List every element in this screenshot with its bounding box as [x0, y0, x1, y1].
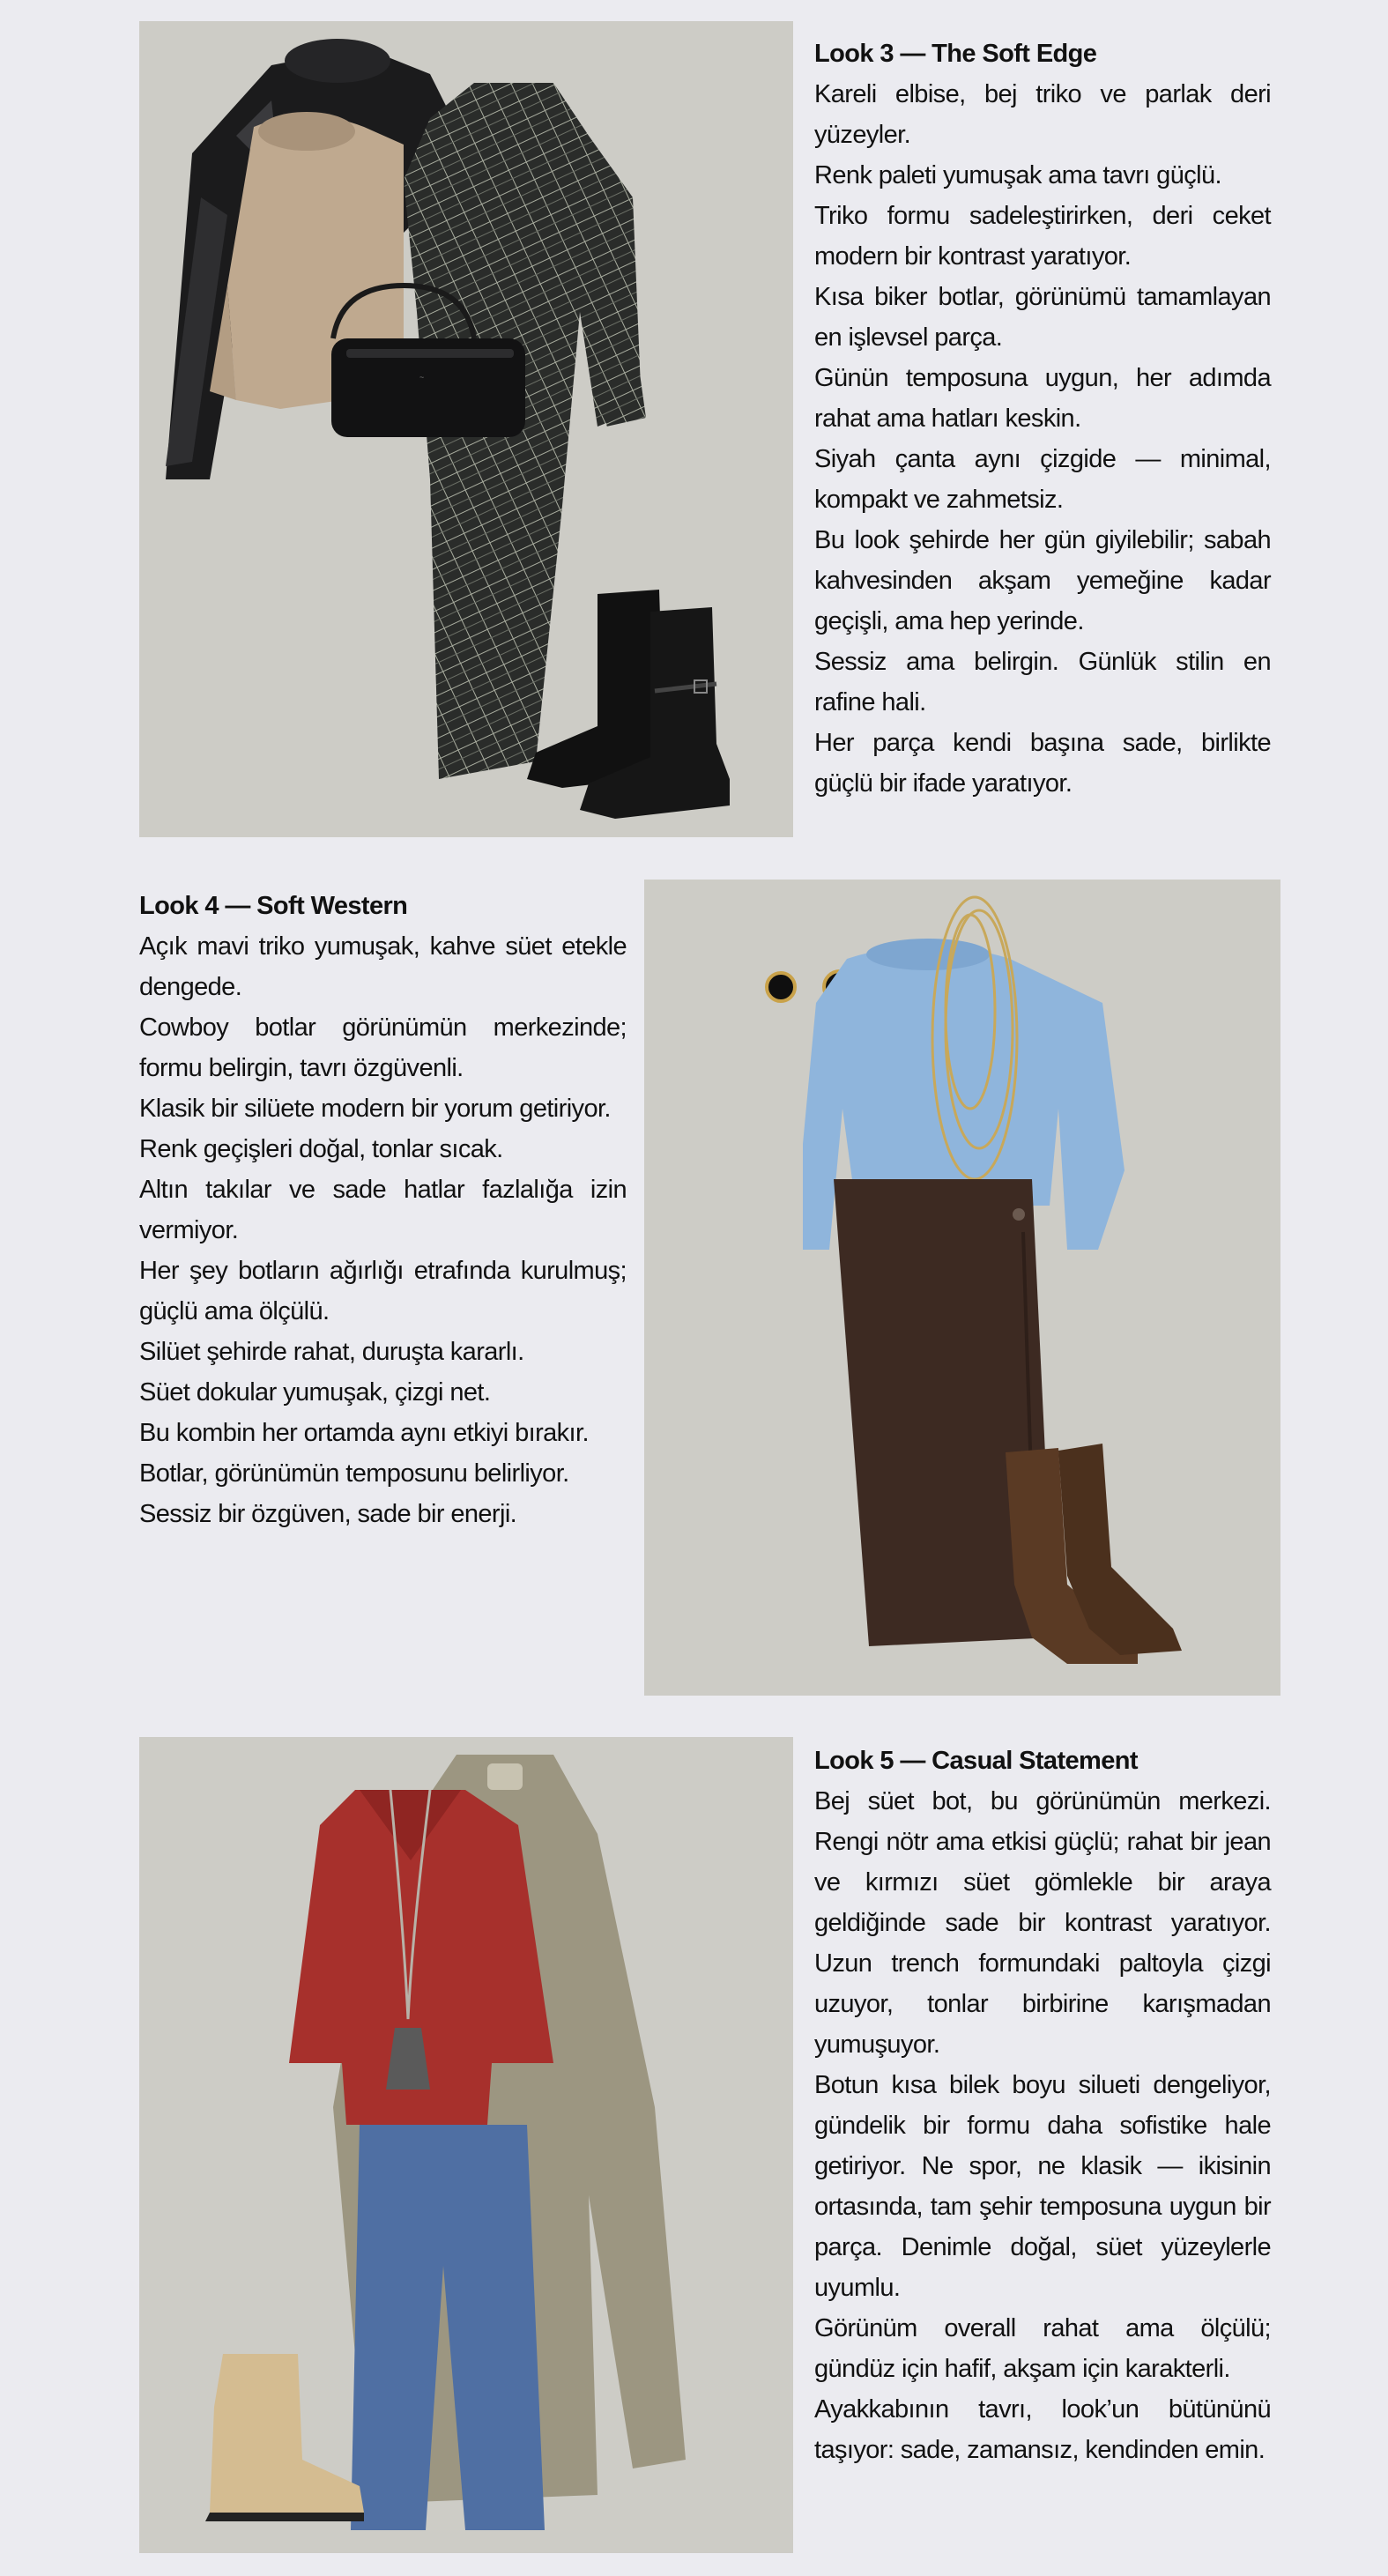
- look-4-paragraph: Sessiz bir özgüven, sade bir enerji.: [139, 1500, 517, 1528]
- look-3-paragraph: Günün temposuna uygun, her adımda rahat ama hatları keskin.: [814, 364, 1271, 433]
- look-3-paragraph: Kısa biker botlar, görünümü tamamlayan en işlevsel parça.: [814, 283, 1271, 352]
- look-5-paragraph: Görünüm overall rahat ama ölçülü; gündüz için hafif, akşam için karakterli.: [814, 2314, 1271, 2383]
- look-4-paragraph: Cowboy botlar görünümün merkezinde; formu belirgin, tavrı özgüvenli.: [139, 1013, 627, 1082]
- look-3-title: Look 3 — The Soft Edge: [814, 40, 1097, 68]
- look-3-paragraph: Siyah çanta aynı çizgide — minimal, kompakt ve zahmetsiz.: [814, 445, 1271, 514]
- svg-text:~: ~: [419, 373, 425, 382]
- look-4-paragraph: Botlar, görünümün temposunu belirliyor.: [139, 1459, 569, 1488]
- look-3-text: [814, 33, 1271, 804]
- look-4-paragraph: Süet dokular yumuşak, çizgi net.: [139, 1378, 491, 1407]
- look-4-paragraph: Açık mavi triko yumuşak, kahve süet etekle dengede.: [139, 932, 627, 1001]
- look-5-paragraph: Ayakkabının tavrı, look’un bütününü taşıyor: sade, zamansız, kendinden emin.: [814, 2395, 1271, 2464]
- look-3-paragraph: Sessiz ama belirgin. Günlük stilin en rafine hali.: [814, 648, 1271, 716]
- look-3-paragraph: Triko formu sadeleştirirken, deri ceket modern bir kontrast yaratıyor.: [814, 202, 1271, 271]
- look-5-paragraph: Bej süet bot, bu görünümün merkezi. Rengi nötr ama etkisi güçlü; rahat bir jean ve kırmızı süet gömlekle bir araya geldiğinde sade bir kontrast yaratıyor. Uzun trench formundaki paltoyla çizgi uzuyor, tonlar birbirine karışmadan yumuşuyor.: [814, 1787, 1271, 2059]
- look-4-text: [139, 886, 627, 1534]
- look-4-title: Look 4 — Soft Western: [139, 892, 408, 920]
- look-4-paragraph: Silüet şehirde rahat, duruşta kararlı.: [139, 1338, 524, 1366]
- look-4-paragraph: Bu kombin her ortamda aynı etkiyi bırakır.: [139, 1419, 589, 1447]
- look-3-image: [139, 21, 793, 837]
- look-5-image: [139, 1737, 793, 2553]
- look-3-paragraph: Her parça kendi başına sade, birlikte güçlü bir ifade yaratıyor.: [814, 729, 1271, 798]
- look-5-paragraph: Botun kısa bilek boyu silueti dengeliyor, gündelik bir formu daha sofistike hale getiriyor. Ne spor, ne klasik — ikisinin ortasında, tam şehir temposuna uygun bir parça. Denimle doğal, süet yüzeylerle uyumlu.: [814, 2071, 1271, 2302]
- beige-suede-boot-illustration: [205, 2354, 364, 2521]
- look-5-title: Look 5 — Casual Statement: [814, 1747, 1138, 1775]
- look-3-paragraph: Bu look şehirde her gün giyilebilir; sabah kahvesinden akşam yemeğine kadar geçişli, ama hep yerinde.: [814, 526, 1271, 635]
- look-4-paragraph: Her şey botların ağırlığı etrafında kurulmuş; güçlü ama ölçülü.: [139, 1257, 627, 1325]
- look-4-image: [644, 880, 1280, 1696]
- look-3-paragraph: Renk paleti yumuşak ama tavrı güçlü.: [814, 161, 1221, 189]
- biker-boots-illustration: [527, 590, 730, 819]
- look-4-paragraph: Altın takılar ve sade hatlar fazlalığa izin vermiyor.: [139, 1176, 627, 1244]
- cowboy-boots-illustration: [1006, 1444, 1182, 1664]
- look-3-paragraph: Kareli elbise, bej triko ve parlak deri yüzeyler.: [814, 80, 1271, 149]
- look-4-paragraph: Renk geçişleri doğal, tonlar sıcak.: [139, 1135, 503, 1163]
- look-4-paragraph: Klasik bir silüete modern bir yorum getiriyor.: [139, 1095, 611, 1123]
- look-5-text: [814, 1741, 1271, 2470]
